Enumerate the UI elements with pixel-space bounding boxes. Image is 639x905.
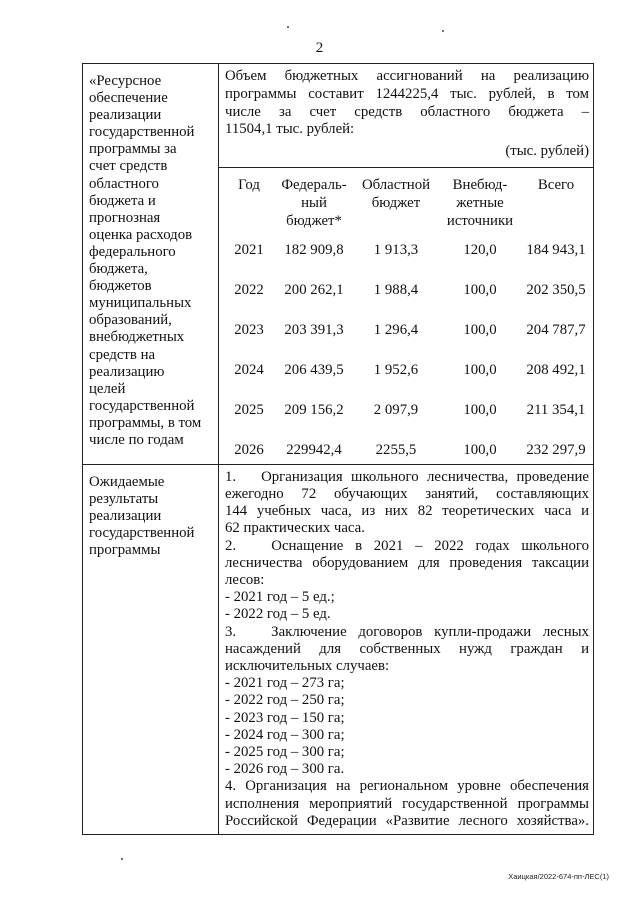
label-line: реализацию — [89, 363, 165, 380]
intro-line: программы составит 1244225,4 тыс. рублей, в том — [225, 85, 589, 102]
label-line: федерального — [89, 243, 176, 260]
label-line: государственной — [89, 124, 195, 141]
result-line: - 2023 год – 150 га; — [225, 709, 345, 726]
label-line: «Ресурсное — [89, 73, 162, 89]
results-label — [89, 474, 214, 559]
resource-label-cell — [83, 64, 219, 465]
label-line: оценка расходов — [89, 226, 193, 243]
header-total: Всего — [537, 176, 575, 193]
funding-cell-total: 232 297,9 — [526, 442, 586, 458]
funding-table-body — [225, 230, 589, 460]
result-line: - 2026 год – 300 га. — [225, 761, 345, 778]
label-line: внебюджетных — [89, 329, 185, 346]
header-regional: Областной бюджет — [361, 176, 431, 211]
funding-cell-regional: 2255,5 — [375, 442, 417, 458]
result-line: насаждений для собственных нужд граждан и — [225, 640, 589, 657]
funding-cell-total: 208 492,1 — [526, 362, 586, 378]
results-row — [83, 464, 594, 834]
label-line: бюджета и — [89, 192, 156, 209]
result-line: исключительных случаев: — [225, 657, 390, 674]
intro-line: числе за счет средств областного бюджета – — [225, 103, 589, 120]
label-line: числе по годам — [89, 431, 184, 448]
resource-content-cell — [219, 64, 594, 465]
label-line: результаты — [89, 490, 159, 507]
label-line: обеспечение — [89, 90, 168, 107]
label-line: программы, в том — [89, 414, 202, 431]
result-line: 144 учебных часа, из них 82 теоретических часа и — [225, 503, 589, 520]
header-year: Год — [238, 176, 260, 193]
label-line: счет средств — [89, 158, 168, 175]
label-line: образований, — [89, 312, 172, 329]
label-line: муниципальных — [89, 295, 192, 312]
header-extrabudgetary: Внебюд- жетные источники — [446, 176, 514, 229]
result-line: - 2025 год – 300 га; — [225, 744, 345, 760]
resource-label — [89, 73, 214, 449]
result-line: исполнения мероприятий государственной программы — [225, 795, 589, 812]
funding-cell-year: 2025 — [234, 402, 264, 418]
funding-cell-total: 184 943,1 — [526, 242, 586, 258]
funding-cell-federal: 203 391,3 — [284, 322, 344, 338]
result-line: Российской Федерации «Развитие лесного хозяйства». — [225, 812, 589, 829]
header-federal: Федераль- ный бюджет* — [281, 176, 347, 229]
label-line: программы — [89, 542, 161, 559]
funding-cell-federal: 182 909,8 — [284, 242, 344, 258]
funding-cell-federal: 229942,4 — [286, 442, 342, 458]
funding-row-2025 — [225, 380, 589, 420]
resource-row — [83, 64, 594, 465]
label-line: областного — [89, 175, 159, 192]
label-line: государственной — [89, 525, 195, 542]
funding-header-row — [225, 176, 589, 230]
result-line: 3. Заключение договоров купли-продажи лесных — [225, 623, 589, 640]
results-content-cell — [219, 464, 594, 834]
funding-cell-extra: 120,0 — [463, 242, 497, 258]
result-line: - 2021 год – 5 ед.; — [225, 589, 335, 606]
funding-cell-total: 204 787,7 — [526, 322, 586, 338]
funding-table-wrap — [219, 167, 593, 460]
label-line: программы за — [89, 141, 177, 158]
units-label: (тыс. рублей) — [505, 143, 589, 159]
result-line: лесов: — [225, 571, 265, 588]
expected-results — [225, 469, 589, 830]
result-line: ежегодно 72 обучающих занятий, составляющих — [225, 485, 589, 502]
funding-cell-year: 2024 — [234, 362, 264, 378]
funding-cell-extra: 100,0 — [463, 322, 497, 338]
funding-cell-regional: 2 097,9 — [373, 402, 419, 418]
funding-cell-total: 202 350,5 — [526, 282, 586, 298]
result-line: 4. Организация на региональном уровне обеспечения — [225, 778, 589, 795]
funding-row-2023 — [225, 300, 589, 340]
funding-cell-year: 2021 — [234, 242, 264, 258]
funding-cell-extra: 100,0 — [463, 402, 497, 418]
funding-cell-year: 2026 — [234, 442, 264, 458]
result-line: - 2021 год – 273 га; — [225, 675, 345, 692]
page-number: 2 — [315, 40, 324, 56]
result-line: - 2024 год – 300 га; — [225, 726, 345, 743]
result-line: 62 практических часа. — [225, 520, 365, 537]
funding-cell-year: 2022 — [234, 282, 264, 298]
funding-table — [225, 176, 589, 460]
funding-cell-regional: 1 952,6 — [373, 362, 419, 378]
label-line: государственной — [89, 397, 195, 414]
funding-cell-extra: 100,0 — [463, 282, 497, 298]
result-line: 2. Оснащение в 2021 – 2022 годах школьного — [225, 537, 589, 554]
funding-cell-federal: 209 156,2 — [284, 402, 344, 418]
label-line: Ожидаемые — [89, 473, 165, 490]
result-line: 1. Организация школьного лесничества, проведение — [225, 468, 589, 485]
funding-cell-regional: 1 296,4 — [373, 322, 419, 338]
scan-speck — [287, 26, 289, 28]
funding-cell-total: 211 354,1 — [526, 402, 586, 418]
funding-cell-year: 2023 — [234, 322, 264, 338]
label-line: прогнозная — [89, 209, 161, 226]
passport-table — [82, 63, 594, 835]
label-line: бюджета, — [89, 261, 148, 278]
funding-cell-extra: 100,0 — [463, 362, 497, 378]
label-line: бюджетов — [89, 278, 152, 295]
intro-line: Объем бюджетных ассигнований на реализацию — [225, 68, 589, 84]
results-label-cell — [83, 464, 219, 834]
funding-cell-federal: 206 439,5 — [284, 362, 344, 378]
document-reference: Хаицкая/2022-674-пп-ЛЕС(1) — [508, 872, 609, 881]
label-line: целей — [89, 380, 126, 397]
label-line: средств на — [89, 346, 156, 363]
funding-cell-federal: 200 262,1 — [284, 282, 344, 298]
label-line: реализации — [89, 107, 162, 124]
budget-intro — [225, 68, 589, 139]
intro-line: 11504,1 тыс. рублей: — [225, 121, 355, 138]
result-line: лесничества оборудованием для проведения таксации — [225, 554, 589, 571]
scan-speck — [442, 30, 444, 32]
result-line: - 2022 год – 5 ед. — [225, 606, 331, 623]
scan-speck — [121, 858, 123, 860]
result-line: - 2022 год – 250 га; — [225, 692, 345, 709]
funding-cell-regional: 1 913,3 — [373, 242, 419, 258]
funding-row-2022 — [225, 260, 589, 300]
funding-row-2021 — [225, 230, 589, 260]
label-line: реализации — [89, 507, 162, 524]
funding-row-2026 — [225, 420, 589, 460]
funding-cell-regional: 1 988,4 — [373, 282, 419, 298]
funding-cell-extra: 100,0 — [463, 442, 497, 458]
funding-row-2024 — [225, 340, 589, 380]
